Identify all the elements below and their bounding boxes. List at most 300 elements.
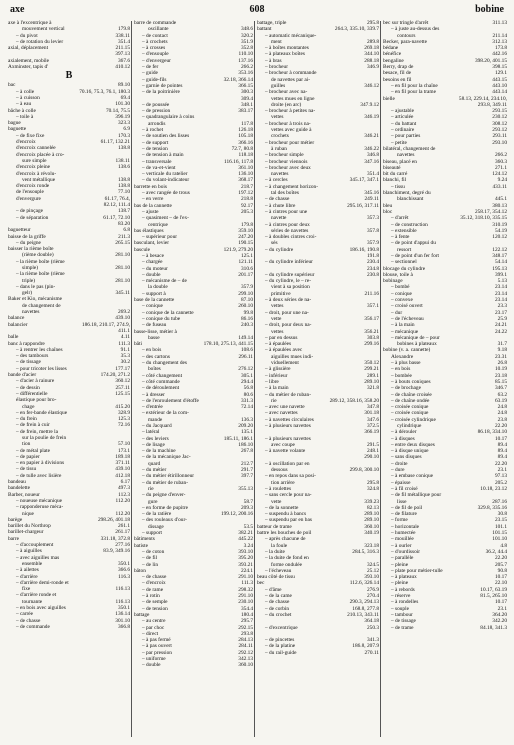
entry-page-refs: 173.1	[117, 447, 130, 454]
entry-page-refs: 53.5	[243, 523, 253, 530]
entry-page-refs: 309.4	[240, 95, 253, 102]
entry-term: – du rail-guide	[265, 649, 297, 656]
entry-page-refs: 366.15	[238, 82, 253, 89]
entry-page-refs: 346.9	[366, 64, 379, 71]
entry-page-refs: 344.10	[364, 51, 379, 58]
entry-term: – de coton	[142, 548, 165, 555]
entry-term: – de la sonnette	[265, 504, 299, 511]
entry-page-refs: 398.15	[492, 64, 507, 71]
entry-term: – d'entrée	[142, 404, 163, 411]
entry-term: rie	[271, 397, 277, 404]
entry-term: – de soutien des lisses	[142, 133, 190, 140]
entry-page-refs: 345.17, 347.1	[349, 177, 379, 184]
entry-page-refs: 360.12	[115, 378, 130, 385]
entry-term: – côté changement	[142, 372, 183, 379]
entry-term: batteur de trame	[257, 523, 292, 530]
entry-page-refs: 186.18, 210.17, 274.9,	[81, 321, 130, 328]
entry-term: barrette en bois	[134, 183, 167, 190]
entry-term: basculant, levier	[134, 240, 170, 247]
entry-page-refs: 291.5	[366, 441, 379, 448]
entry-term: – de contact	[142, 32, 168, 39]
entry-term: – de construction	[391, 221, 428, 228]
entry-page-refs: 293.15	[492, 108, 507, 115]
entry-page-refs: 23.31	[494, 353, 507, 360]
entry-term: élastique pour bro-	[16, 397, 57, 404]
entry-term: – ajustable	[391, 108, 415, 115]
entry-term: – de la came	[265, 593, 292, 600]
entry-term: – à épaulées	[265, 341, 292, 348]
entry-page-refs: 61.17, 132.21	[100, 139, 130, 146]
entry-page-refs: 178.10, 275.13, 441.15	[203, 341, 253, 348]
entry-page-refs: 293.8, 349.11	[477, 101, 507, 108]
entry-page-refs: 393.21	[238, 561, 253, 568]
entry-page-refs: 211.15	[115, 45, 130, 52]
entry-term: basse	[148, 334, 160, 341]
entry-term: baguette	[8, 126, 27, 133]
entry-page-refs: 112.3	[118, 491, 130, 498]
entry-term: – la duite de fond en	[265, 555, 309, 562]
entry-page-refs: 372.5	[366, 423, 379, 429]
entry-term: – double	[142, 271, 161, 278]
entry-page-refs: 32.18, 366.14	[223, 76, 253, 83]
entry-term: – d'envergeur	[142, 57, 171, 64]
entry-term: aiguilles mues indi-	[271, 353, 314, 360]
entry-term: – d'accouplement	[16, 542, 54, 549]
entry-page-refs: 292.12	[238, 649, 253, 656]
entry-term: – supérieur pour	[142, 234, 178, 241]
entry-term: – quasiment – de l'ex-	[142, 215, 189, 222]
entry-term: vettes mues en ligne	[271, 95, 315, 102]
entry-page-refs: 77.10	[117, 189, 130, 196]
entry-term: dessous	[271, 467, 288, 474]
entry-page-refs: 290.10	[364, 454, 379, 461]
entry-page-refs: 351.4	[117, 38, 130, 45]
entry-page-refs: 397.7	[240, 473, 253, 480]
entry-page-refs: 112.20	[115, 497, 130, 504]
entry-term: – de tension à main	[142, 152, 184, 159]
entry-page-refs: 289.8	[366, 38, 379, 45]
entry-page-refs: 224.1	[240, 567, 253, 574]
entry-term: – à plateaux boîtes	[265, 51, 305, 58]
entry-page-refs: 303.8	[366, 334, 379, 341]
entry-page-refs: 443.15	[492, 76, 507, 83]
entry-page-refs: 366.8	[117, 623, 130, 630]
entry-term: – quadrangulaire à coins	[142, 114, 195, 121]
entry-page-refs: 345.16	[364, 190, 379, 197]
entry-term: – de brochage	[391, 385, 421, 392]
entry-term: battage	[134, 611, 150, 618]
entry-page-refs: 360.10	[364, 523, 379, 530]
entry-page-refs: 138.8	[117, 176, 130, 183]
entry-page-refs: 35.3	[120, 353, 130, 360]
entry-page-refs: 299.16	[364, 341, 379, 348]
entry-term: – à disques	[391, 435, 415, 442]
entry-page-refs: 82.13	[366, 504, 379, 511]
entry-page-refs: 22.20	[494, 423, 507, 429]
entry-term: gelr)	[22, 290, 33, 297]
entry-page-refs: 371.11	[115, 460, 130, 467]
entry-term: – à deux séries de na-	[265, 297, 312, 304]
entry-page-refs: 289.1	[366, 372, 379, 379]
entry-page-refs: 310.6	[240, 265, 253, 272]
index-entry	[134, 662, 253, 668]
entry-page-refs: 230.12	[492, 114, 507, 121]
entry-term: – pour parties	[391, 133, 421, 140]
entry-page-refs: 338.11	[115, 32, 130, 39]
entry-page-refs: 247.20	[238, 234, 253, 241]
entry-term: – petite	[391, 139, 407, 146]
entry-term: contours	[397, 32, 416, 39]
entry-page-refs: 211.14	[492, 32, 507, 39]
entry-term: – de la poitrinière	[142, 89, 180, 96]
entry-page-refs: 23.3	[497, 303, 507, 310]
entry-page-refs: 445.1	[494, 196, 507, 203]
entry-page-refs: 83.9, 349.16	[103, 548, 130, 555]
entry-page-refs: 84.18, 341.3	[480, 624, 507, 631]
entry-term: – des cartons	[142, 353, 170, 360]
entry-page-refs: 195.13	[492, 265, 507, 272]
entry-term: la double	[148, 284, 168, 291]
entry-term: – d'arrêt	[391, 215, 409, 222]
entry-term: – d'âme	[265, 586, 282, 593]
entry-term: – suspendu à bancs	[265, 511, 307, 518]
entry-page-refs: 290.3, 294.13	[349, 599, 379, 606]
entry-page-refs: 9.24	[497, 177, 507, 184]
entry-page-refs: 399.1	[494, 271, 507, 278]
entry-page-refs: 356.21	[364, 328, 379, 335]
entry-page-refs: 234.8	[366, 265, 379, 272]
entry-page-refs: 357.8	[366, 227, 379, 234]
entry-page-refs: 126.18	[238, 127, 253, 134]
entry-term: – conique	[391, 290, 412, 297]
entry-term: – du peigne d'enver-	[142, 492, 186, 499]
entry-page-refs: 24.21	[494, 322, 507, 329]
entry-term: – à plus basse	[391, 360, 421, 367]
entry-page-refs: 138.11	[115, 157, 130, 164]
entry-page-refs: 186.8, 207.9	[352, 643, 379, 650]
entry-page-refs: 31.7	[497, 341, 507, 348]
entry-term: axe à l'excentrique à	[8, 20, 52, 26]
entry-term: – à bras	[265, 57, 282, 64]
entry-page-refs: 295.8	[366, 20, 379, 26]
entry-term: – mécanique de – pour	[391, 334, 440, 341]
column-divider	[131, 21, 132, 737]
entry-term: – de fuseau	[142, 322, 167, 329]
entry-term: – du cylindre inférieur	[265, 259, 313, 266]
entry-page-refs: 120.12	[492, 234, 507, 241]
column-divider	[380, 21, 381, 737]
entry-term: bandeau	[8, 479, 26, 486]
entry-term: – pour tricoter les lisses	[16, 365, 67, 372]
entry-page-refs: 218.8	[240, 196, 253, 203]
entry-page-refs: 346.8	[366, 152, 379, 159]
entry-term: forme ondulée	[271, 561, 303, 568]
entry-page-refs: 23.1	[497, 605, 507, 612]
entry-term: bac	[8, 82, 16, 89]
entry-term: – dur	[391, 309, 403, 316]
entry-page-refs: 293.10	[492, 139, 507, 146]
entry-page-refs: 301.18	[364, 410, 379, 417]
entry-term: – bombé	[391, 284, 410, 291]
entry-term: – du cylindre supérieur	[265, 271, 315, 278]
entry-page-refs: 294.4	[240, 378, 253, 385]
entry-term: barillet-chargeur	[8, 529, 44, 536]
entry-term: – brocheur à petites na-	[265, 108, 316, 115]
entry-term: – de rame	[142, 586, 164, 593]
entry-term: – de commande	[16, 623, 50, 630]
entry-term: centrique	[148, 221, 168, 228]
index-entry	[383, 625, 507, 631]
entry-term: – de fil	[142, 555, 158, 562]
entry-term: – uniforme	[142, 655, 166, 662]
entry-page-refs: 70.16, 75.3, 76.1, 180.3	[79, 88, 130, 95]
entry-page-refs: 289.12, 358.16, 358.20	[329, 397, 379, 404]
entry-term: bénéfice	[383, 51, 402, 58]
entry-term: – d'arrière ronde et	[16, 592, 57, 599]
entry-term: – à doubles cintres croi-	[265, 234, 317, 241]
entry-term: – de point d'appui du	[391, 240, 436, 247]
entry-term: blanchiment, degré du	[383, 190, 431, 197]
entry-page-refs: 23.14	[494, 290, 507, 297]
entry-page-refs: 366.16	[238, 139, 253, 146]
entry-term: – en bois	[142, 347, 162, 354]
entry-term: – à juste au-dessus des	[391, 26, 440, 33]
entry-term: bascule	[134, 246, 151, 253]
entry-term: – d'ensouple	[142, 51, 169, 58]
entry-term: séries de navettes	[271, 227, 309, 234]
entry-term: bit du carré	[383, 171, 408, 178]
entry-page-refs: 116.13	[115, 598, 130, 605]
entry-page-refs: 357.3	[366, 215, 379, 222]
entry-term: vient à sa position	[271, 284, 310, 291]
entry-term: – chargée	[142, 259, 163, 266]
entry-page-refs: 439.10	[115, 315, 130, 322]
entry-term: – en fil pour la trame	[391, 89, 436, 96]
entry-page-refs: 23.8	[497, 416, 507, 423]
entry-page-refs: 248.1	[366, 448, 379, 455]
entry-term: – à rotin	[142, 593, 160, 600]
entry-term: – forme	[391, 517, 408, 524]
entry-page-refs: 321.8	[366, 385, 379, 392]
entry-page-refs: 6.9	[123, 126, 130, 133]
entry-page-refs: 57.10	[117, 441, 130, 448]
entry-page-refs: 323.18	[364, 542, 379, 549]
entry-page-refs: 111.3	[241, 580, 253, 587]
entry-term: – de pincettes	[265, 637, 295, 644]
entry-page-refs: 357.9	[240, 284, 253, 291]
entry-page-refs: 25.9	[497, 315, 507, 322]
entry-term: rie	[148, 485, 154, 492]
entry-term: – extérieur de la com-	[142, 410, 189, 417]
entry-page-refs: 270.11	[364, 649, 379, 656]
entry-term: – de métal plate	[16, 447, 50, 454]
entry-term: bobines à plateaux	[397, 341, 437, 348]
entry-term: batiste	[134, 542, 148, 549]
entry-page-refs: 190.15	[238, 240, 253, 247]
entry-term: navette	[271, 215, 287, 222]
entry-page-refs: 30.8	[497, 511, 507, 518]
entry-page-refs: 329.8, 335.16	[477, 504, 507, 511]
entry-term: – à changement horizon-	[265, 183, 318, 190]
entry-term: d'encroix placée à cro-	[16, 151, 65, 158]
entry-page-refs: 209.3	[240, 504, 253, 511]
entry-page-refs: 350.1	[117, 560, 130, 567]
entry-term: – du battant	[391, 120, 417, 127]
entry-page-refs: 89.4	[497, 448, 507, 455]
entry-page-refs: 168.8, 277.8	[352, 605, 379, 612]
entry-page-refs: 411.1	[118, 327, 130, 334]
entry-term: – croisée conique	[391, 404, 429, 411]
entry-page-refs: 101.30	[115, 101, 130, 108]
entry-term: – brocheur viennois	[265, 158, 308, 165]
entry-term: baisser la rième boîte	[8, 246, 54, 253]
entry-term: chage	[22, 403, 35, 410]
entry-term: – du moteur	[142, 265, 168, 272]
entry-term: d'encroix ronde	[16, 183, 50, 190]
entry-term: – ajuste	[142, 208, 159, 215]
entry-page-refs: 412.18	[115, 472, 130, 479]
entry-term: triple)	[22, 277, 36, 284]
entry-page-refs: 346.21	[364, 133, 379, 140]
entry-term: tion arrière	[271, 479, 295, 486]
entry-page-refs: 82.12, 111.4	[103, 202, 130, 209]
entry-term: – du métier de ruban-	[142, 479, 188, 486]
entry-term: – toile à	[16, 113, 34, 120]
entry-term: – à eau	[16, 101, 32, 108]
entry-term: vette	[271, 498, 282, 505]
entry-page-refs: 54.14	[494, 259, 507, 266]
entry-page-refs: 189.18	[115, 453, 130, 460]
entry-term: – au centre	[142, 618, 166, 625]
entry-page-refs: 249.11	[364, 196, 379, 203]
entry-page-refs: 261.17	[115, 529, 130, 536]
entry-page-refs: 305.1	[240, 372, 253, 379]
entry-term: – en verre	[142, 196, 164, 203]
entry-page-refs: 346.19	[364, 114, 379, 121]
entry-page-refs: 230.8	[366, 271, 379, 278]
entry-term: – de la mécanique Jac-	[142, 454, 191, 461]
entry-page-refs: 149.14	[238, 334, 253, 341]
entry-page-refs: 23.15	[494, 517, 507, 524]
entry-term: boîtes	[148, 366, 161, 373]
entry-page-refs: 328.9	[117, 409, 130, 416]
entry-page-refs: 292.15	[238, 624, 253, 631]
entry-term: – à colle	[16, 88, 35, 95]
entry-page-refs: 30.2	[120, 359, 130, 366]
entry-page-refs: 287.16	[492, 498, 507, 505]
entry-page-refs: 270.4	[366, 593, 379, 600]
entry-term: de navettes par ai-	[271, 76, 311, 83]
entry-page-refs: 138.8	[117, 183, 130, 190]
entry-page-refs: 281.10	[115, 277, 130, 284]
entry-term: – à épaulées avec	[265, 347, 303, 354]
entry-term: bobinage	[383, 278, 403, 285]
entry-term: – souple	[391, 605, 409, 612]
entry-page-refs: 135.1	[240, 429, 253, 436]
entry-term: – à rondelles	[391, 599, 419, 606]
entry-page-refs: 209.20	[238, 423, 253, 429]
entry-term: bédane	[383, 45, 399, 52]
entry-term: – côté commande	[142, 378, 180, 385]
entry-page-refs: 25.12	[366, 567, 379, 574]
entry-term: – de fil de poil	[391, 504, 423, 511]
entry-page-refs: 397.13	[115, 51, 130, 58]
entry-term: – en bois avec aiguilles	[16, 605, 66, 612]
entry-page-refs: 350.12	[364, 360, 379, 367]
entry-page-refs: 264.3, 335.10, 339.7	[334, 26, 379, 33]
entry-term: – à cercles	[265, 177, 288, 184]
entry-page-refs: 347.6	[366, 416, 379, 423]
entry-page-refs: 72.16	[117, 422, 130, 429]
entry-term: – de la platine	[265, 643, 296, 650]
entry-term: – à pas fermé	[142, 637, 171, 644]
entry-term: – à fil croisé	[391, 485, 418, 492]
entry-term: balance	[8, 315, 25, 322]
entry-page-refs: 293.8	[240, 630, 253, 637]
entry-term: – à ourler	[391, 542, 412, 549]
entry-term: vettes	[271, 114, 284, 121]
entry-page-refs: 291.10	[238, 574, 253, 581]
entry-term: avec coupe	[271, 441, 295, 448]
entry-page-refs: 56.8	[243, 385, 253, 392]
entry-term: – en fer-bande élastique	[16, 409, 68, 416]
entry-page-refs: 240.3	[240, 322, 253, 329]
entry-term: – de lin	[142, 561, 159, 568]
entry-page-refs: 267.8	[240, 448, 253, 455]
entry-page-refs: 63.2	[497, 391, 507, 398]
entry-term: – à cuisson	[16, 94, 40, 101]
entry-term: sure simple	[22, 157, 47, 164]
entry-term: – pleine	[391, 561, 409, 568]
entry-term: de l'ensouple	[16, 189, 44, 196]
entry-term: – croisée cylindrique	[391, 416, 436, 423]
entry-page-refs: 86.18, 334.10	[477, 429, 507, 436]
entry-page-refs: 35.12, 318.10, 335.15	[460, 215, 507, 222]
entry-page-refs: 63.19	[494, 397, 507, 404]
entry-term: – de filature	[391, 511, 417, 518]
entry-page-refs: 136.3	[240, 416, 253, 423]
entry-term: – à cintres pour deux	[265, 221, 310, 228]
entry-term: – d'arrière	[16, 573, 38, 580]
entry-page-refs: 211.3	[118, 233, 130, 240]
entry-term: Baker et Kio, mécanisme	[8, 296, 63, 303]
entry-term: – brocheur simple	[265, 152, 304, 159]
entry-term: bec sur tringle d'arrêt	[383, 20, 429, 26]
entry-term: – de pression	[142, 108, 171, 115]
entry-term: – guide-fils	[142, 76, 167, 83]
entry-page-refs: 205.7	[494, 561, 507, 568]
entry-page-refs: 345.11	[115, 290, 130, 297]
entry-term: la foule	[271, 542, 288, 549]
entry-page-refs: 83.20	[117, 220, 130, 227]
entry-term: – à roulettes	[265, 485, 292, 492]
entry-term: – brocheur avec na-	[265, 89, 308, 96]
entry-term: – à crochets	[142, 38, 168, 45]
entry-term: – transversale	[142, 158, 172, 165]
entry-term: balancier	[8, 321, 28, 328]
entry-page-refs: 97.13	[494, 473, 507, 480]
entry-page-refs: 368.17	[238, 177, 253, 184]
entry-page-refs: 353.16	[238, 70, 253, 77]
entry-term: – support	[142, 530, 163, 537]
entry-term: bas élastiques	[134, 227, 164, 234]
entry-term: Barber, noueur	[8, 491, 40, 498]
entry-term: bielle	[383, 95, 395, 102]
entry-page-refs: 295.7	[240, 618, 253, 625]
entry-page-refs: 116.13	[115, 586, 130, 593]
entry-page-refs: 201.17	[238, 271, 253, 278]
entry-term: – mécanisme de – de	[142, 278, 187, 285]
